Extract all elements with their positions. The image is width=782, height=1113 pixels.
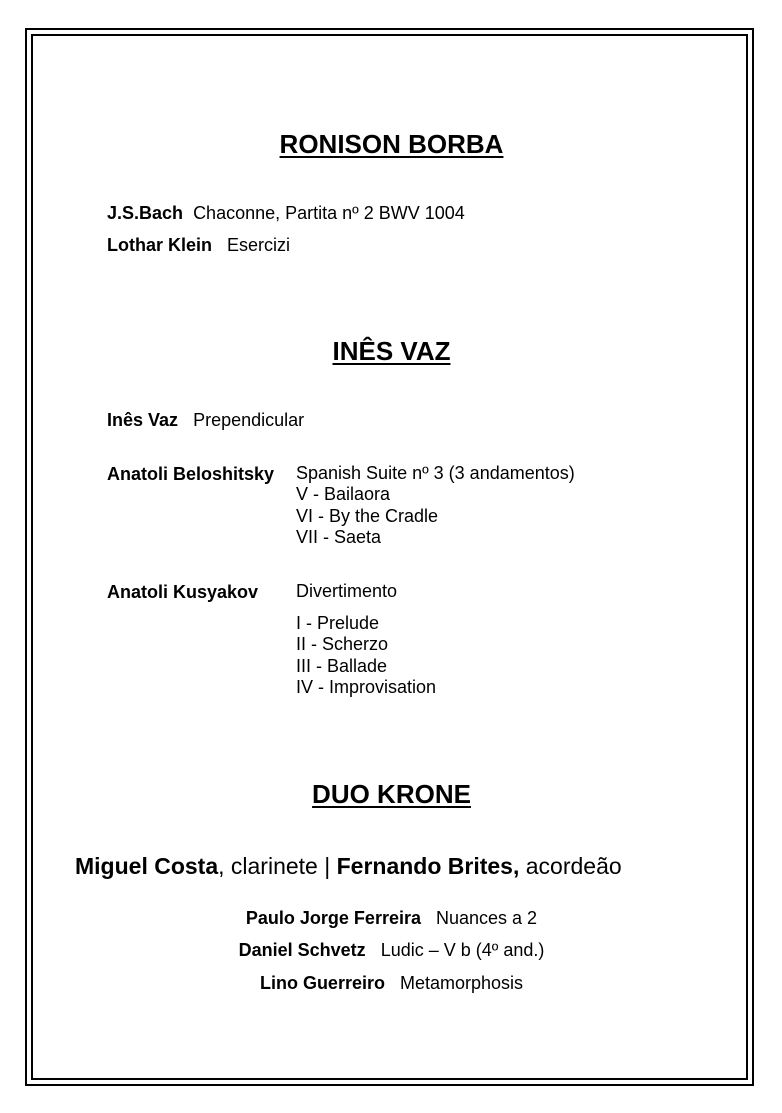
movement: VII - Saeta xyxy=(296,527,382,547)
section-title-duo-krone: DUO KRONE xyxy=(312,779,471,809)
page-border-inner xyxy=(31,34,748,1080)
composer-name: Anatoli Beloshitsky xyxy=(107,464,275,484)
program-item xyxy=(107,409,304,431)
performer-name: Miguel Costa xyxy=(75,853,219,879)
composer-name: Anatoli Kusyakov xyxy=(107,582,259,602)
program-item xyxy=(33,939,750,961)
movement: V - Bailaora xyxy=(296,484,391,504)
section-title-ronison-borba: RONISON BORBA xyxy=(279,129,504,159)
movement: I - Prelude xyxy=(296,613,380,633)
work-title: Chaconne, Partita nº 2 BWV 1004 xyxy=(193,203,465,223)
movement: IV - Improvisation xyxy=(296,677,437,697)
program-item xyxy=(107,202,465,224)
work-title: Divertimento xyxy=(296,581,398,601)
work-title: Esercizi xyxy=(227,235,291,255)
work-title: Spanish Suite nº 3 (3 andamentos) xyxy=(296,463,575,483)
composer-name: Inês Vaz xyxy=(107,410,179,430)
movement: VI - By the Cradle xyxy=(296,506,439,526)
composer-name: J.S.Bach xyxy=(107,203,184,223)
work-title: Prependicular xyxy=(193,410,305,430)
composer-name: Paulo Jorge Ferreira xyxy=(245,908,421,928)
movement: II - Scherzo xyxy=(296,634,389,654)
composer-name: Lothar Klein xyxy=(107,235,213,255)
work-title: Ludic – V b (4º and.) xyxy=(380,940,545,960)
performers-line xyxy=(75,852,622,880)
program-item xyxy=(33,972,750,994)
performer-role: acordeão xyxy=(519,853,622,879)
program-item xyxy=(33,907,750,929)
composer-name: Daniel Schvetz xyxy=(238,940,366,960)
work-title: Nuances a 2 xyxy=(436,908,538,928)
movement: III - Ballade xyxy=(296,656,388,676)
program-item xyxy=(107,234,290,256)
work-title: Metamorphosis xyxy=(399,973,524,993)
section-title-ines-vaz: INÊS VAZ xyxy=(332,336,451,366)
performer-role: , clarinete | xyxy=(218,853,337,879)
performer-name: Fernando Brites, xyxy=(336,853,520,879)
composer-name: Lino Guerreiro xyxy=(259,973,385,993)
